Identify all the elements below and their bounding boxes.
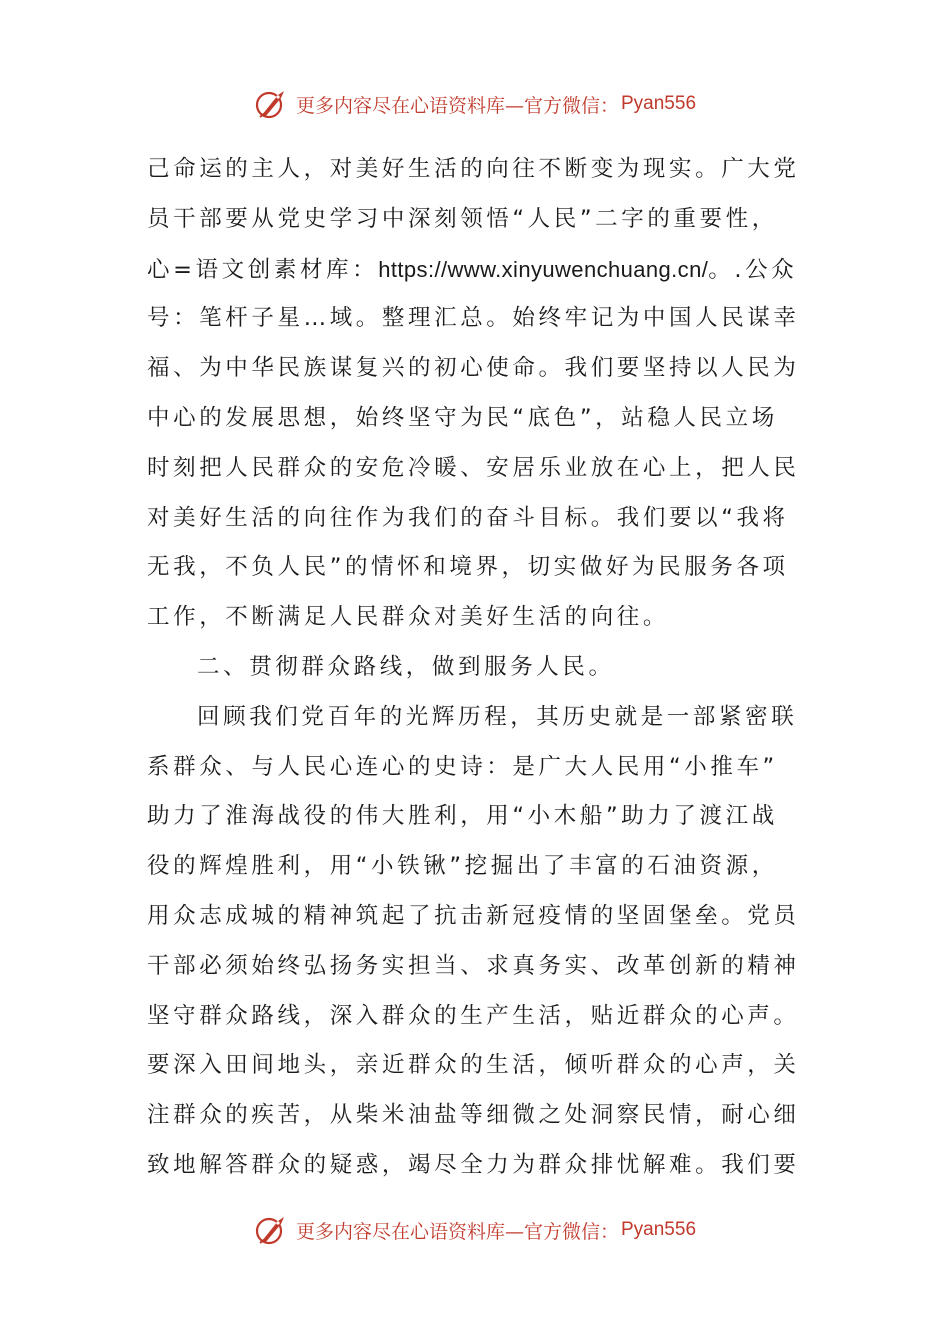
text-line: 致地解答群众的疑惑，竭尽全力为群众排忧解难。我们要 (147, 1151, 800, 1178)
text-line (147, 245, 807, 295)
text-line: 员干部要从党史学习中深刻领悟“人民”二字的重要性， (147, 205, 778, 232)
text-line: 助力了淮海战役的伟大胜利，用“小木船”助力了渡江战 (147, 803, 778, 830)
pen-nib-logo-icon (254, 1212, 290, 1248)
text-line: 注群众的疾苦，从柴米油盐等细微之处洞察民情，耐心细 (147, 1102, 800, 1129)
text-line: 回顾我们党百年的光辉历程，其历史就是一部紧密联 (197, 703, 798, 730)
text-line: 干部必须始终弘扬务实担当、求真务实、改革创新的精神 (147, 952, 800, 979)
text-line: 时刻把人民群众的安危冷暖、安居乐业放在心上，把人民 (147, 454, 800, 481)
header-watermark (0, 84, 950, 124)
text-line: 用众志成城的精神筑起了抗击新冠疫情的坚固堡垒。党员 (147, 902, 800, 929)
text-line: 坚守群众路线，深入群众的生产生活，贴近群众的心声。 (147, 1002, 800, 1029)
text-line: 要深入田间地头，亲近群众的生活，倾听群众的心声，关 (147, 1052, 800, 1079)
pen-nib-logo-icon (254, 86, 290, 122)
text-line: 系群众、与人民心连心的史诗：是广大人民用“小推车” (147, 753, 778, 780)
watermark-text: 更多内容尽在心语资料库—官方微信： (295, 94, 619, 117)
source-url-suffix: 。.公众 (708, 256, 798, 283)
text-line: 中心的发展思想，始终坚守为民“底色”，站稳人民立场 (147, 404, 778, 431)
section-heading: 二、贯彻群众路线，做到服务人民。 (197, 653, 615, 680)
watermark-text: 更多内容尽在心语资料库—官方微信： (295, 1220, 619, 1243)
watermark-wechat-id: Pyan556 (621, 93, 697, 114)
text-line: 号：笔杆子星…域。整理汇总。始终牢记为中国人民谋幸 (147, 305, 800, 332)
text-line: 己命运的主人，对美好生活的向往不断变为现实。广大党 (147, 156, 800, 182)
text-line: 福、为中华民族谋复兴的初心使命。我们要坚持以人民为 (147, 355, 800, 382)
footer-watermark (0, 1210, 950, 1250)
watermark-wechat-id: Pyan556 (621, 1219, 697, 1240)
document-body (147, 145, 807, 1191)
source-url-link[interactable]: https://www.xinyuwenchuang.cn/ (378, 256, 709, 282)
text-line: 对美好生活的向往作为我们的奋斗目标。我们要以“我将 (147, 504, 789, 531)
text-line: 工作，不断满足人民群众对美好生活的向往。 (147, 604, 670, 631)
text-line: 无我，不负人民”的情怀和境界，切实做好为民服务各项 (147, 554, 789, 581)
source-label: 心=语文创素材库： (147, 256, 379, 283)
text-line: 役的辉煌胜利，用“小铁锹”挖掘出了丰富的石油资源， (147, 853, 778, 880)
